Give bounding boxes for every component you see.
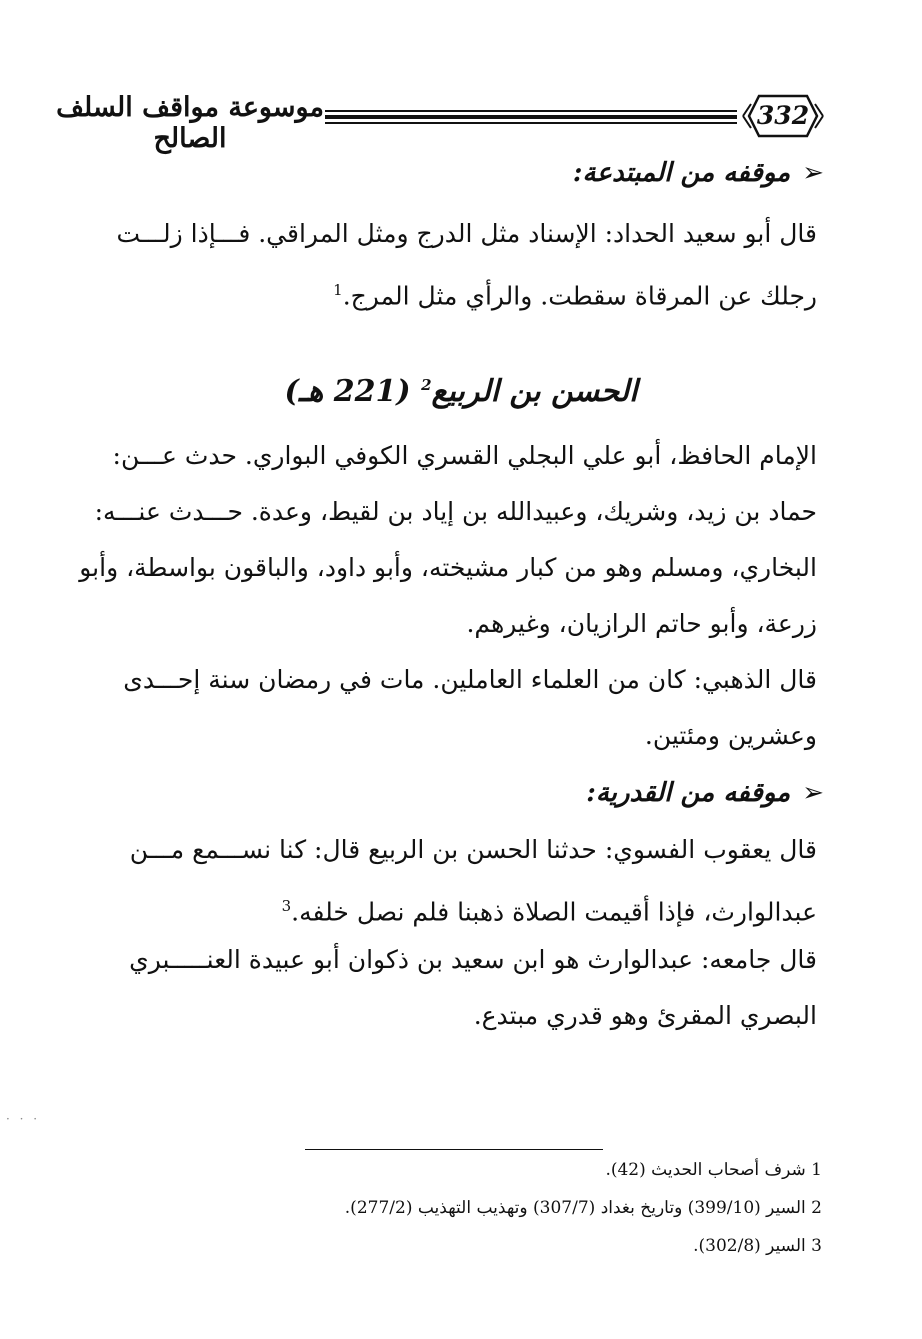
- footnote-ref: 2: [421, 376, 432, 394]
- section-heading-qadariyya: ➢موقفه من القدرية:: [586, 778, 824, 808]
- footnote-separator: [305, 1149, 603, 1150]
- arrow-bullet-icon: ➢: [802, 158, 824, 188]
- series-title: موسوعة مواقف السلف الصالح: [56, 92, 324, 154]
- page-number: 332: [756, 101, 810, 130]
- footnote-3: 3 السير (302/8).: [693, 1236, 822, 1256]
- arrow-bullet-icon: ➢: [802, 778, 824, 808]
- header-rule: [325, 110, 737, 124]
- paragraph-compiler-note: قال جامعه: عبدالوارث هو ابن سعيد بن ذكوان أبو عبيدة العنـــــبري البصري المقرئ وهو قدري مبتدع.: [129, 945, 817, 1030]
- page-header: [55, 90, 825, 154]
- footnote-2: 2 السير (399/10) وتاريخ بغداد (307/7) وتهذيب التهذيب (277/2).: [344, 1198, 822, 1218]
- scan-speck: · · ·: [6, 1112, 41, 1126]
- paragraph-biography: الإمام الحافظ، أبو علي البجلي القسري الكوفي البواري. حدث عـــن: حماد بن زيد، وشريك، وعبيدالله بن إياد بن لقيط، وعدة. حـــدث عنـــه: البخاري، ومسلم وهو من كبار مشيخته، وأبو داود، والباقون بواسطة، وأبو زرعة، وأبو حاتم الرازيان، وغيرهم.: [79, 441, 817, 638]
- biography-title: الحسن بن الربيع$^2$ (221 هـ): [284, 374, 638, 409]
- paragraph-dhahabi: قال الذهبي: كان من العلماء العاملين. مات في رمضان سنة إحـــدى وعشرين ومئتين.: [123, 665, 817, 750]
- paragraph-haddad-quote: قال أبو سعيد الحداد: الإسناد مثل الدرج ومثل المراقي. فـــإذا زلـــت رجلك عن المرقاة سقطت. والرأي مثل المرج.$^1$: [116, 219, 817, 311]
- footnote-1: 1 شرف أصحاب الحديث (42).: [605, 1160, 822, 1180]
- footnote-ref: 1: [333, 281, 343, 299]
- section-heading-innovators: ➢موقفه من المبتدعة:: [572, 158, 824, 188]
- footnote-ref: 3: [281, 897, 292, 915]
- paragraph-fasawi: قال يعقوب الفسوي: حدثنا الحسن بن الربيع قال: كنا نســـمع مـــن عبدالوارث، فإذا أقيمت الصلاة ذهبنا فلم نصل خلفه.$^3$: [129, 835, 817, 927]
